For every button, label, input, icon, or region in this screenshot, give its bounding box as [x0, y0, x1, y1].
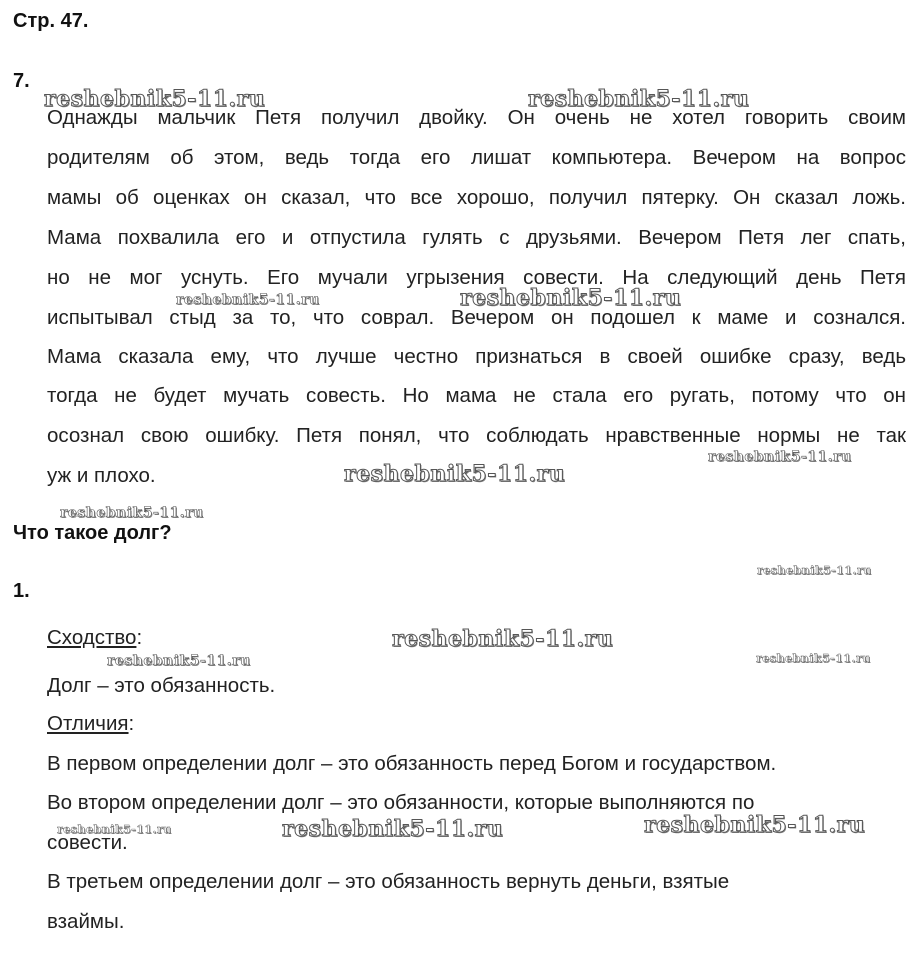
text-line: испытывал стыд за то, что соврал. Вечером он подошел к маме и сознался. — [47, 306, 906, 329]
watermark: reshebnik5-11.ru — [60, 505, 204, 521]
watermark: reshebnik5-11.ru — [344, 461, 566, 487]
difference-item-3-line-1: В третьем определении долг – это обязанность вернуть деньги, взятые — [47, 870, 730, 893]
text-line: мамы об оценках он сказал, что все хорошо, получил пятерку. Он сказал ложь. — [47, 186, 906, 209]
differences-heading — [47, 712, 134, 736]
text-line: Однажды мальчик Петя получил двойку. Он очень не хотел говорить своим — [47, 106, 906, 129]
differences-label: Отличия — [47, 712, 129, 735]
watermark: reshebnik5-11.ru — [757, 564, 872, 577]
watermark: reshebnik5-11.ru — [392, 626, 614, 652]
similarity-heading — [47, 626, 142, 650]
page-number-heading: Стр. 47. — [13, 10, 89, 32]
watermark: reshebnik5-11.ru — [44, 86, 266, 112]
watermark: reshebnik5-11.ru — [460, 285, 682, 311]
watermark: reshebnik5-11.ru — [57, 823, 172, 836]
text-line: тогда не будет мучать совесть. Но мама не стала его ругать, потому что он — [47, 384, 906, 407]
text-line: уж и плохо. — [47, 464, 156, 487]
text-line: Мама похвалила его и отпустила гулять с друзьями. Вечером Петя лег спать, — [47, 226, 906, 249]
section-title: Что такое долг? — [13, 522, 172, 544]
differences-colon: : — [128, 712, 135, 735]
difference-item-3-line-2: взаймы. — [47, 910, 125, 933]
difference-item-2-line-1: Во втором определении долг – это обязанности, которые выполняются по — [47, 791, 755, 814]
watermark: reshebnik5-11.ru — [644, 812, 866, 838]
text-line: Мама сказала ему, что лучше честно признаться в своей ошибке сразу, ведь — [47, 345, 906, 368]
watermark: reshebnik5-11.ru — [528, 86, 750, 112]
watermark: reshebnik5-11.ru — [708, 449, 852, 465]
difference-item-2-line-2: совести. — [47, 831, 128, 854]
exercise-1-number: 1. — [13, 580, 30, 602]
difference-item-1: В первом определении долг – это обязанность перед Богом и государством. — [47, 752, 777, 775]
text-line: осознал свою ошибку. Петя понял, что соблюдать нравственные нормы не так — [47, 424, 906, 447]
exercise-7-number: 7. — [13, 70, 30, 92]
text-line: родителям об этом, ведь тогда его лишат компьютера. Вечером на вопрос — [47, 146, 906, 169]
text-line: но не мог уснуть. Его мучали угрызения совести. На следующий день Петя — [47, 266, 906, 289]
watermark: reshebnik5-11.ru — [756, 652, 871, 665]
watermark: reshebnik5-11.ru — [282, 816, 504, 842]
watermark: reshebnik5-11.ru — [176, 292, 320, 308]
watermark: reshebnik5-11.ru — [107, 653, 251, 669]
similarity-text: Долг – это обязанность. — [47, 674, 276, 697]
similarity-colon: : — [136, 626, 143, 649]
similarity-label: Сходство — [47, 626, 137, 649]
